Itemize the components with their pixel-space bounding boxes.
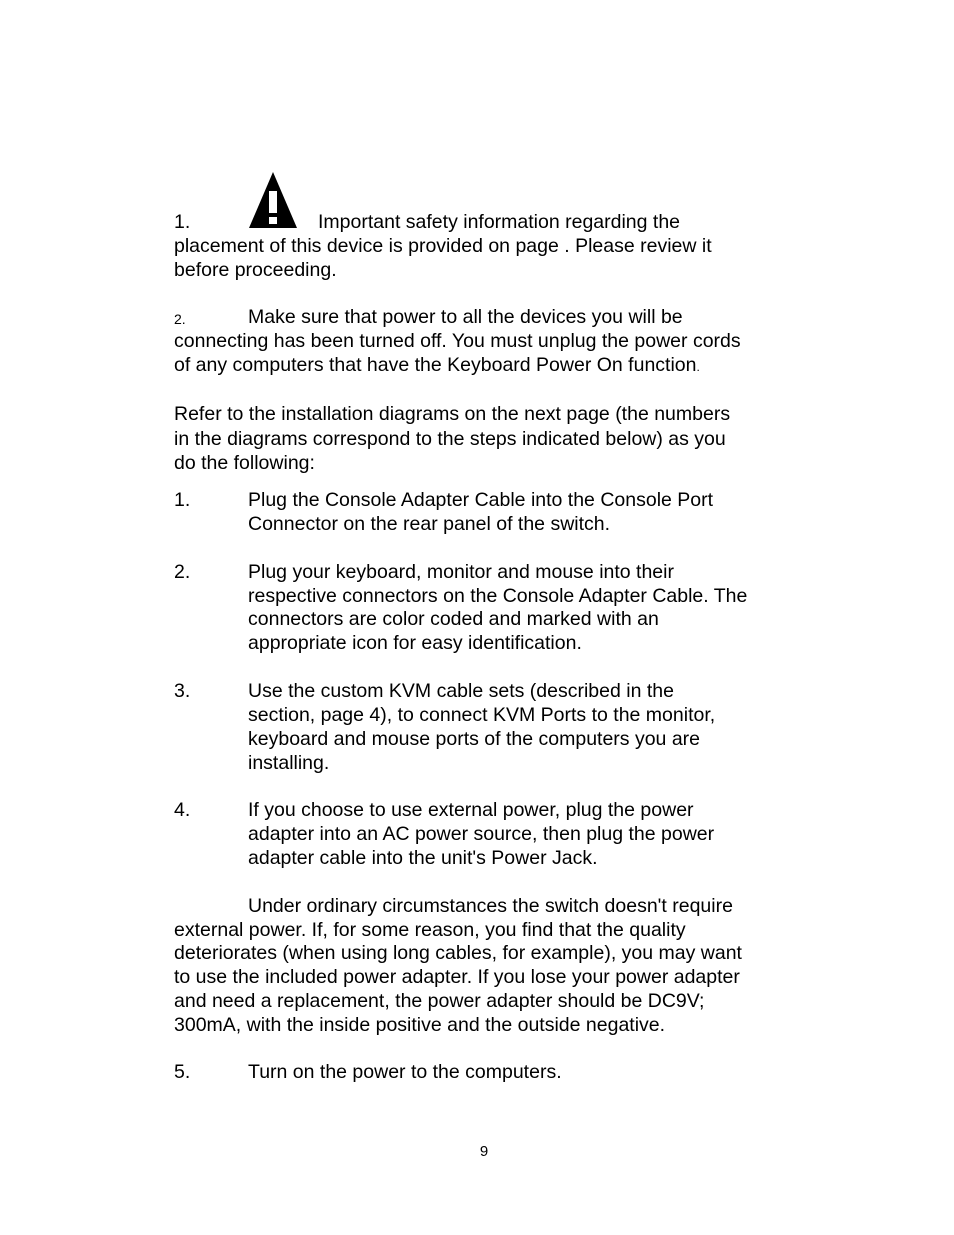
step-number: 1. [174, 489, 191, 511]
intro-step2-number: 2. [174, 311, 186, 327]
power-note-line: to use the included power adapter. If you lose your power adapter [174, 966, 740, 988]
refer-paragraph-line: Refer to the installation diagrams on the next page (the numbers [174, 403, 731, 425]
intro-step1-number: 1. [174, 211, 191, 233]
step-number: 2. [174, 561, 191, 583]
power-note-line: external power. If, for some reason, you find that the quality [174, 919, 686, 941]
step-number: 4. [174, 799, 191, 821]
page-number: 9 [479, 1143, 489, 1160]
step-number: 3. [174, 680, 191, 702]
step-line: appropriate icon for easy identification. [248, 632, 582, 654]
intro-step2-line: connecting has been turned off. You must unplug the power cords [174, 330, 741, 352]
power-note-first-line: Under ordinary circumstances the switch doesn't require [248, 895, 733, 917]
power-note-line: and need a replacement, the power adapter should be DC9V; [174, 990, 705, 1012]
step-line: respective connectors on the Console Adapter Cable. The [248, 585, 748, 607]
intro-step2-first-line: Make sure that power to all the devices you will be [248, 306, 683, 328]
step-line: installing. [248, 752, 330, 774]
final-step-text: Turn on the power to the computers. [248, 1061, 562, 1083]
final-step-number: 5. [174, 1061, 191, 1083]
step-line: Plug the Console Adapter Cable into the Console Port [248, 489, 714, 511]
step-line: adapter into an AC power source, then plug the power [248, 823, 715, 845]
refer-paragraph-line: do the following: [174, 452, 315, 474]
intro-step1-line: Important safety information regarding the [318, 211, 681, 233]
step-line: Use the custom KVM cable sets (described in the [248, 680, 674, 702]
step-line: If you choose to use external power, plug the power [248, 799, 694, 821]
power-note-line: 300mA, with the inside positive and the outside negative. [174, 1014, 666, 1036]
step-line: adapter cable into the unit's Power Jack. [248, 847, 598, 869]
step-line: Plug your keyboard, monitor and mouse into their [248, 561, 674, 583]
intro-step1-line: before proceeding. [174, 259, 337, 281]
intro-step1-line: placement of this device is provided on page . Please review it [174, 235, 712, 257]
step-line: Connector on the rear panel of the switch. [248, 513, 611, 535]
warning-icon [247, 171, 299, 229]
refer-paragraph-line: in the diagrams correspond to the steps indicated below) as you [174, 428, 726, 450]
step-line: keyboard and mouse ports of the computers you are [248, 728, 701, 750]
step-line: section, page 4), to connect KVM Ports to the monitor, [248, 704, 716, 726]
power-note-line: deteriorates (when using long cables, for example), you may want [174, 942, 742, 964]
intro-step2-line: of any computers that have the Keyboard Power On function. [174, 354, 700, 376]
intro-step2-end-period: . [696, 360, 700, 374]
step-line: connectors are color coded and marked with an [248, 608, 659, 630]
